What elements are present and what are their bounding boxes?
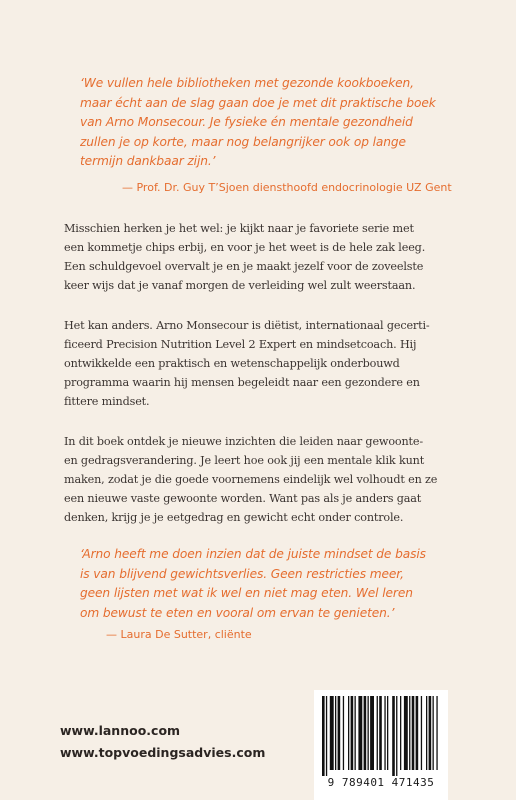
barcode-bar (368, 696, 369, 770)
body-line: Misschien herken je het wel: je kijkt naar je favoriete serie met (64, 222, 414, 235)
quote-line: om bewust te eten en vooral om ervan te genieten.’ (80, 605, 395, 620)
barcode-bar (412, 696, 415, 770)
barcode-bar (330, 696, 334, 770)
isbn-number: 9 789401 471435 (327, 776, 435, 789)
website-link-lannoo[interactable]: www.lannoo.com (60, 723, 181, 738)
barcode-bar (387, 696, 388, 770)
barcode-bar (335, 696, 336, 770)
quote-line: ‘We vullen hele bibliotheken met gezonde kookboeken, (80, 76, 414, 90)
body-paragraph-1 (64, 219, 464, 295)
quote-top-attribution: — Prof. Dr. Guy T’Sjoen diensthoofd endocrinologie UZ Gent (122, 181, 452, 194)
website-list (60, 720, 265, 764)
barcode-bar (433, 696, 434, 770)
quote-line: is van blijvend gewichtsverlies. Geen restricties meer, (80, 566, 404, 581)
barcode-bar (343, 696, 344, 770)
body-line: en gedragsverandering. Je leert hoe ook jij een mentale klik kunt (64, 454, 425, 467)
body-line: programma waarin hij mensen begeleidt naar een gezondere en (64, 376, 420, 389)
barcode-bar (358, 696, 362, 770)
quote-line: ‘Arno heeft me doen inzien dat de juiste mindset de basis (80, 547, 426, 561)
barcode-bar (355, 696, 356, 770)
quote-top (80, 74, 460, 172)
barcode-bar (404, 696, 408, 770)
barcode-bar (384, 696, 385, 770)
barcode (314, 690, 448, 800)
quote-line: zullen je op korte, maar nog belangrijker ook op lange (80, 134, 406, 149)
barcode-bar (370, 696, 374, 770)
quote-line: termijn dankbaar zijn.’ (80, 154, 216, 168)
barcode-bar (326, 696, 327, 776)
barcode-bar (348, 696, 349, 770)
barcode-bar (351, 696, 354, 770)
quote-bottom (80, 545, 460, 623)
quote-line: van Arno Monsecour. Je fysieke én mentale gezondheid (80, 115, 413, 129)
barcode-bar (322, 696, 325, 776)
barcode-bar (421, 696, 422, 770)
barcode-bar (400, 696, 401, 770)
body-line: In dit boek ontdek je nieuwe inzichten die leiden naar gewoonte- (64, 435, 424, 448)
body-line: Het kan anders. Arno Monsecour is diëtist, internationaal gecerti- (64, 319, 430, 332)
quote-line: maar écht aan de slag gaan doe je met dit praktische boek (80, 95, 436, 110)
barcode-bar (436, 696, 437, 770)
body-line: ontwikkelde een praktisch en wetenschappelijk onderbouwd (64, 357, 400, 370)
quote-bottom-attribution: — Laura De Sutter, cliënte (106, 628, 252, 641)
body-line: denken, krijg je je eetgedrag en gewicht echt onder controle. (64, 511, 404, 524)
body-line: fittere mindset. (64, 395, 150, 408)
body-line: ficeerd Precision Nutrition Level 2 Expert en mindsetcoach. Hij (64, 338, 417, 351)
website-link-topvoedingsadvies[interactable]: www.topvoedingsadvies.com (60, 745, 266, 760)
body-line: maken, zodat je die goede voornemens eindelijk wel volhoudt en ze (64, 473, 438, 486)
barcode-bar (426, 696, 427, 770)
barcode-bar (409, 696, 410, 770)
barcode-bar (416, 696, 419, 770)
body-line: een kommetje chips erbij, en voor je het weet is de hele zak leeg. (64, 241, 426, 254)
barcode-bar (338, 696, 341, 770)
barcode-bar (379, 696, 382, 770)
barcode-bar (364, 696, 367, 770)
body-line: Een schuldgevoel overvalt je en je maakt jezelf voor de zoveelste (64, 260, 424, 273)
barcode-bar (377, 696, 378, 770)
barcode-bar (392, 696, 395, 776)
quote-line: geen lijsten met wat ik wel en niet mag eten. Wel leren (80, 586, 413, 600)
body-paragraph-2 (64, 316, 464, 411)
body-line: een nieuwe vaste gewoonte worden. Want pas als je anders gaat (64, 492, 422, 505)
body-line: keer wijs dat je vanaf morgen de verleiding wel zult weerstaan. (64, 279, 416, 292)
barcode-bars-icon (314, 690, 448, 776)
barcode-bar (429, 696, 432, 770)
barcode-bar (396, 696, 397, 776)
body-paragraph-3 (64, 432, 464, 527)
